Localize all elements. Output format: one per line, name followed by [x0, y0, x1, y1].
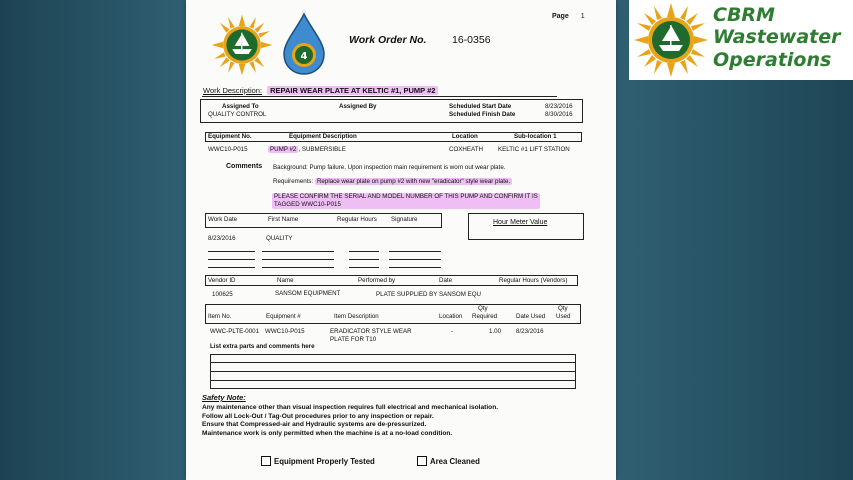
- extra-parts-line: [210, 362, 576, 363]
- equipment-tested-checkbox[interactable]: [261, 456, 271, 466]
- safety-note-body: [202, 404, 498, 438]
- labour-line: [208, 259, 255, 260]
- parts-header-date-used: Date Used: [516, 313, 546, 320]
- part-description-line1: ERADICATOR STYLE WEAR: [330, 328, 412, 335]
- comment-confirm: [272, 193, 540, 209]
- part-date-value: 8/23/2016: [516, 328, 544, 335]
- labour-header-name: First Name: [268, 216, 299, 223]
- labour-header-date: Work Date: [208, 216, 238, 223]
- part-equipment-value: WWC10-P015: [265, 328, 305, 335]
- assigned-to-label: Assigned To: [222, 103, 259, 110]
- comment-requirements-prefix: Requirements:: [273, 178, 315, 185]
- vendor-header-performed: Performed by: [358, 277, 396, 284]
- part-location-value: -: [451, 328, 454, 335]
- labour-line: [349, 259, 379, 260]
- safety-line: Follow all Lock-Out / Tag-Out procedures prior to any inspection or repair.: [202, 412, 434, 420]
- extra-parts-line: [210, 371, 576, 372]
- work-order-number: 16-0356: [452, 34, 491, 46]
- labour-line: [262, 267, 334, 268]
- sched-finish-label: Scheduled Finish Date: [449, 111, 516, 118]
- equip-header-location: Location: [452, 133, 478, 140]
- comment-background: Background: Pump failure. Upon inspection main requirement is worn out wear plate.: [273, 164, 506, 171]
- safety-line: Maintenance work is only permitted when the machine is at a no-load condition.: [202, 429, 453, 437]
- vendor-header-date: Date: [439, 277, 453, 284]
- equip-header-desc: Equipment Description: [289, 133, 357, 140]
- cbrm-logo-box: [629, 0, 853, 80]
- cbrm-seal-icon: [210, 13, 274, 77]
- labour-line: [349, 267, 379, 268]
- labour-line: [208, 251, 255, 252]
- labour-line: [262, 259, 334, 260]
- work-description-label: Work Description:: [203, 86, 263, 95]
- labour-name-value: QUALITY: [266, 235, 293, 242]
- page-label: Page: [552, 13, 569, 20]
- vendor-performed-value: PLATE SUPPLIED BY SANSOM EQU: [376, 291, 481, 298]
- parts-header-description: Item Description: [334, 313, 379, 320]
- sched-finish-value: 8/30/2016: [545, 111, 573, 118]
- labour-line: [389, 251, 441, 252]
- equip-location-value: COXHEATH: [449, 146, 483, 153]
- labour-line: [389, 267, 441, 268]
- hour-meter-label: Hour Meter Value: [493, 219, 548, 226]
- part-item-no-value: WWC-PLTE-0001: [210, 328, 260, 335]
- parts-header-equipment: Equipment #: [266, 313, 301, 320]
- part-description-line2: PLATE FOR T10: [330, 336, 377, 343]
- area-cleaned-checkbox[interactable]: [417, 456, 427, 466]
- equip-header-subloc: Sub-location 1: [514, 133, 557, 140]
- equip-subloc-value: KELTIC #1 LIFT STATION: [498, 146, 570, 153]
- divider: [202, 96, 557, 97]
- page-number: 1: [580, 13, 585, 20]
- parts-header-item-no: Item No.: [208, 313, 232, 320]
- slide-background-left: [0, 0, 186, 480]
- labour-header-hours: Regular Hours: [337, 216, 377, 223]
- parts-header-location: Location: [439, 313, 463, 320]
- vendor-header-id: Vendor ID: [208, 277, 236, 284]
- assigned-to-value: QUALITY CONTROL: [208, 111, 267, 118]
- comment-confirm-line2: TAGGED WWC10-P015: [274, 201, 341, 208]
- svg-text:4: 4: [300, 51, 308, 62]
- labour-line: [389, 259, 441, 260]
- comment-requirements-highlight: Replace wear plate on pump #2 with new "eradicator" style wear plate.: [316, 178, 511, 185]
- sched-start-value: 8/23/2016: [545, 103, 573, 110]
- comment-confirm-line1: PLEASE CONFIRM THE SERIAL AND MODEL NUMBER OF THIS PUMP AND CONFIRM IT IS: [274, 193, 538, 200]
- safety-note-title: Safety Note:: [202, 393, 246, 402]
- work-order-label: Work Order No.: [349, 34, 427, 46]
- labour-header-signature: Signature: [391, 216, 418, 223]
- brand-line-3: Operations: [713, 49, 832, 71]
- extra-parts-label: List extra parts and comments here: [210, 343, 315, 350]
- work-order-document: [186, 0, 616, 480]
- equip-desc-rest: , SUBMERSIBLE: [298, 146, 346, 153]
- parts-header-qty-used-top: Qty: [558, 305, 568, 312]
- brand-line-1: CBRM: [713, 4, 775, 26]
- labour-date-value: 8/23/2016: [208, 235, 236, 242]
- parts-header-qty-required: Required: [472, 313, 498, 320]
- part-description: [330, 328, 412, 344]
- labour-line: [349, 251, 379, 252]
- safety-line: Ensure that Compressed-air and Hydraulic systems are de-pressurized.: [202, 421, 427, 429]
- work-description-value: REPAIR WEAR PLATE AT KELTIC #1, PUMP #2: [267, 86, 438, 95]
- cbrm-sun-ship-logo-icon: [632, 1, 710, 79]
- safety-line: Any maintenance other than visual inspection requires full electrical and mechanical isolation.: [202, 404, 499, 411]
- hour-meter-box: [468, 213, 584, 240]
- comments-label: Comments: [226, 163, 263, 170]
- equip-desc-highlight: PUMP #2: [270, 146, 297, 153]
- parts-header-qty-top: Qty: [478, 305, 488, 312]
- equip-header-no: Equipment No.: [208, 133, 252, 140]
- labour-line: [262, 251, 334, 252]
- equip-no-value: WWC10-P015: [208, 146, 248, 153]
- vendor-id-value: 100625: [212, 291, 233, 298]
- sched-start-label: Scheduled Start Date: [449, 103, 512, 110]
- area-cleaned-label: Area Cleaned: [430, 457, 480, 466]
- labour-line: [208, 267, 255, 268]
- assigned-by-label: Assigned By: [339, 103, 377, 110]
- extra-parts-line: [210, 380, 576, 381]
- part-qty-value: 1.00: [489, 328, 502, 335]
- vendor-header-name: Name: [277, 277, 294, 284]
- brand-line-2: Wastewater: [713, 26, 841, 48]
- equipment-tested-label: Equipment Properly Tested: [274, 457, 375, 466]
- vendor-header-hours: Regular Hours (Vendors): [499, 277, 568, 284]
- vendor-name-value: SANSOM EQUIPMENT: [275, 290, 341, 297]
- parts-header-qty-used: Used: [556, 313, 571, 320]
- water-drop-icon: [282, 12, 326, 76]
